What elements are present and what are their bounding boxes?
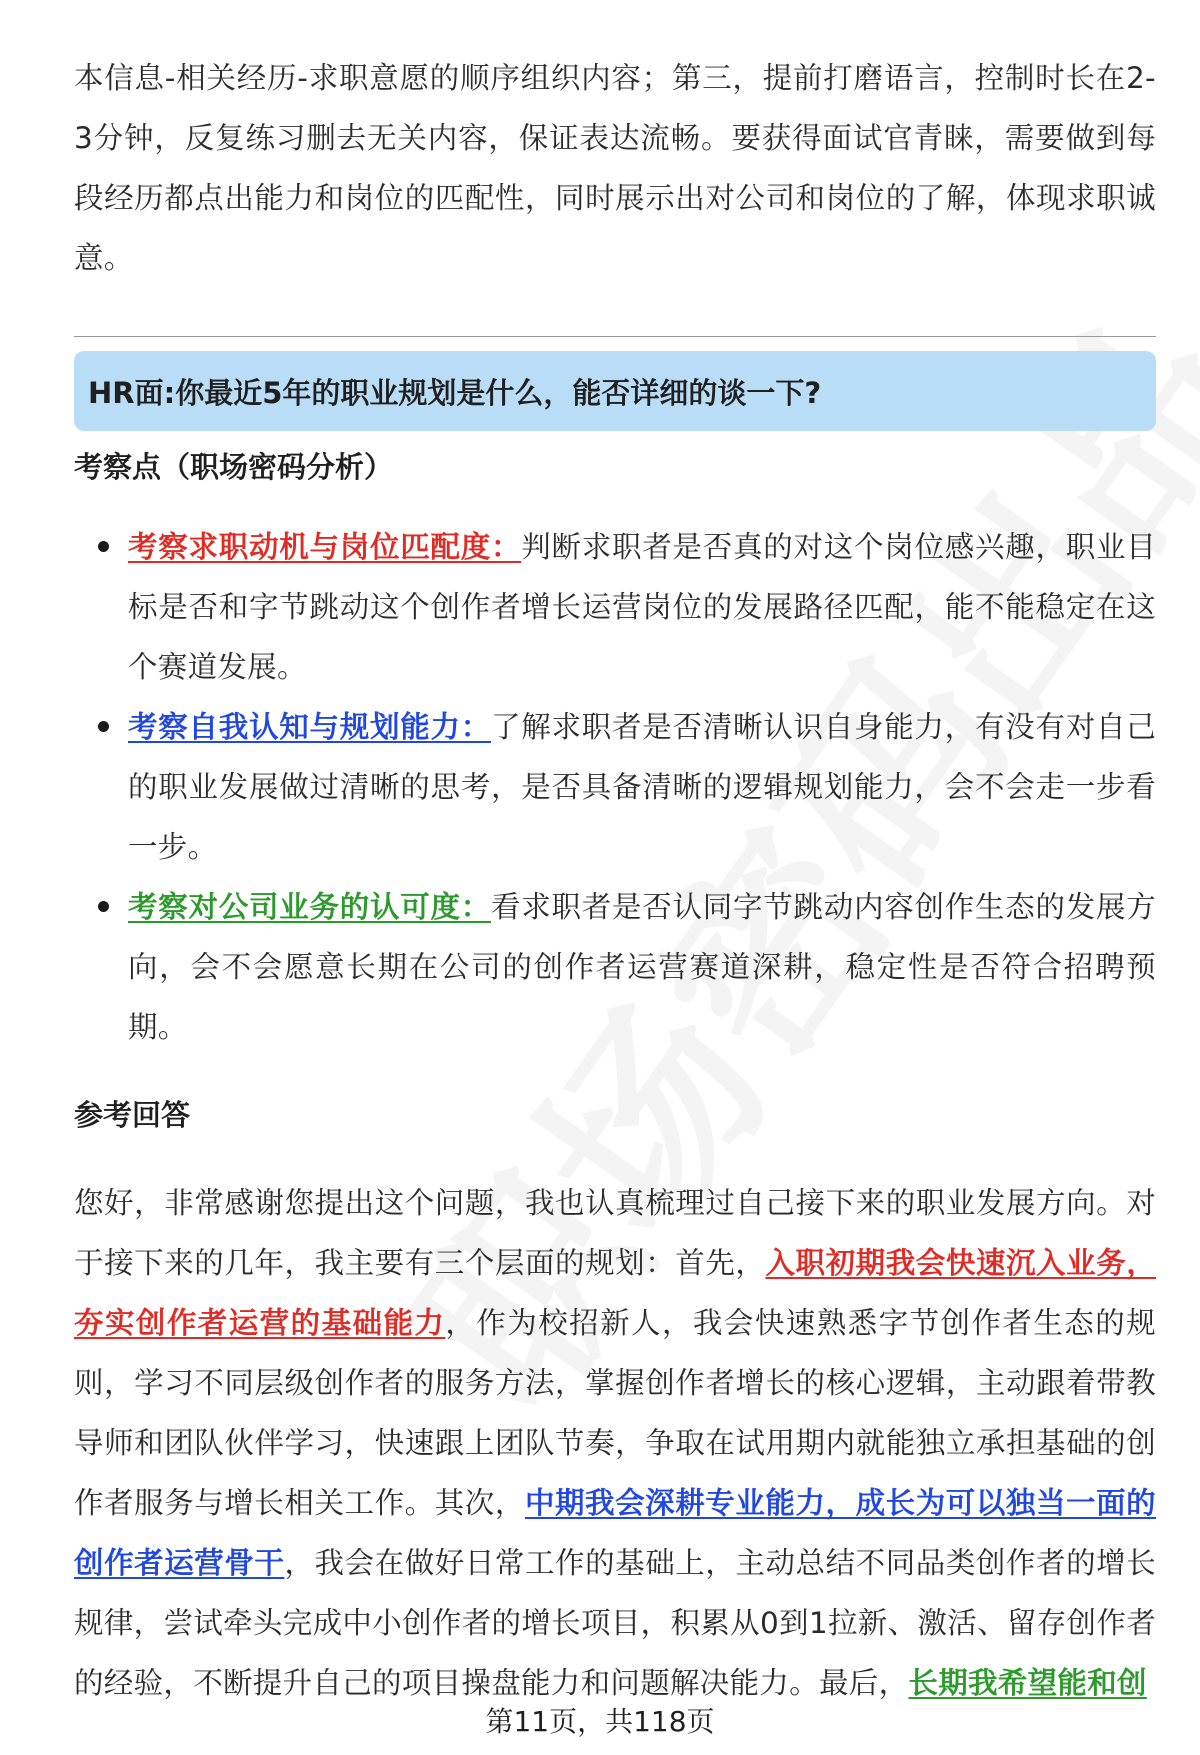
document-page (74, 48, 1156, 1713)
reference-heading: 参考回答 (74, 1098, 191, 1132)
bullet-text: 了解求职者是否清晰认识自身能力，有没有对自己的职业发展做过清晰的思考，是否具备清晰的逻辑规划能力，会不会走一步看一步。 (128, 710, 1156, 864)
bullet-title: 考察对公司业务的认可度： (128, 890, 491, 924)
bullet-dot-icon (98, 541, 109, 552)
bullet-dot-icon (98, 901, 109, 912)
intro-paragraph: 本信息-相关经历-求职意愿的顺序组织内容；第三，提前打磨语言，控制时长在2-3分钟，反复练习删去无关内容，保证表达流畅。要获得面试官青睐，需要做到每段经历都点出能力和岗位的匹配性，同时展示出对公司和岗位的了解，体现求职诚意。 (74, 61, 1156, 275)
question-box (74, 351, 1156, 431)
bullet-text: 看求职者是否认同字节跳动内容创作生态的发展方向，会不会愿意长期在公司的创作者运营赛道深耕，稳定性是否符合招聘预期。 (128, 890, 1156, 1044)
bullet-title: 考察求职动机与岗位匹配度： (128, 530, 522, 564)
section-divider (74, 336, 1156, 337)
list-item (74, 517, 1156, 697)
answer-text: 您好，非常感谢您提出这个问题，我也认真梳理过自己接下来的职业发展方向。对于接下来的几年，我主要有三个层面的规划：首先， (74, 1186, 1156, 1280)
analysis-heading: 考察点（职场密码分析） (74, 450, 394, 484)
analysis-list (74, 517, 1156, 1057)
answer-text: ，作为校招新人，我会快速熟悉字节创作者生态的规则，学习不同层级创作者的服务方法，掌握创作者增长的核心逻辑，主动跟着带教导师和团队伙伴学习，快速跟上团队节奏，争取在试用期内就能独立承担基础的创作者服务与增长相关工作。其次， (74, 1306, 1156, 1520)
bullet-text: 判断求职者是否真的对这个岗位感兴趣，职业目标是否和字节跳动这个创作者增长运营岗位的发展路径匹配，能不能稳定在这个赛道发展。 (128, 530, 1156, 684)
answer-text: ，我会在做好日常工作的基础上，主动总结不同品类创作者的增长规律，尝试牵头完成中小创作者的增长项目，积累从0到1拉新、激活、留存创作者的经验，不断提升自己的项目操盘能力和问题解决能力。最后， (74, 1546, 1156, 1700)
list-item (74, 877, 1156, 1057)
answer-highlight-1: 入职初期我会快速沉入业务，夯实创作者运营的基础能力 (74, 1246, 1156, 1340)
bullet-title: 考察自我认知与规划能力： (128, 710, 491, 744)
bullet-dot-icon (98, 721, 109, 732)
page-number: 第11页，共118页 (485, 1705, 715, 1738)
answer-highlight-3: 长期我希望能和创 (908, 1666, 1147, 1700)
question-text: HR面:你最近5年的职业规划是什么，能否详细的谈一下? (88, 375, 822, 410)
reference-answer (74, 1173, 1156, 1713)
list-item (74, 697, 1156, 877)
answer-highlight-2: 中期我会深耕专业能力，成长为可以独当一面的创作者运营骨干 (74, 1486, 1156, 1580)
